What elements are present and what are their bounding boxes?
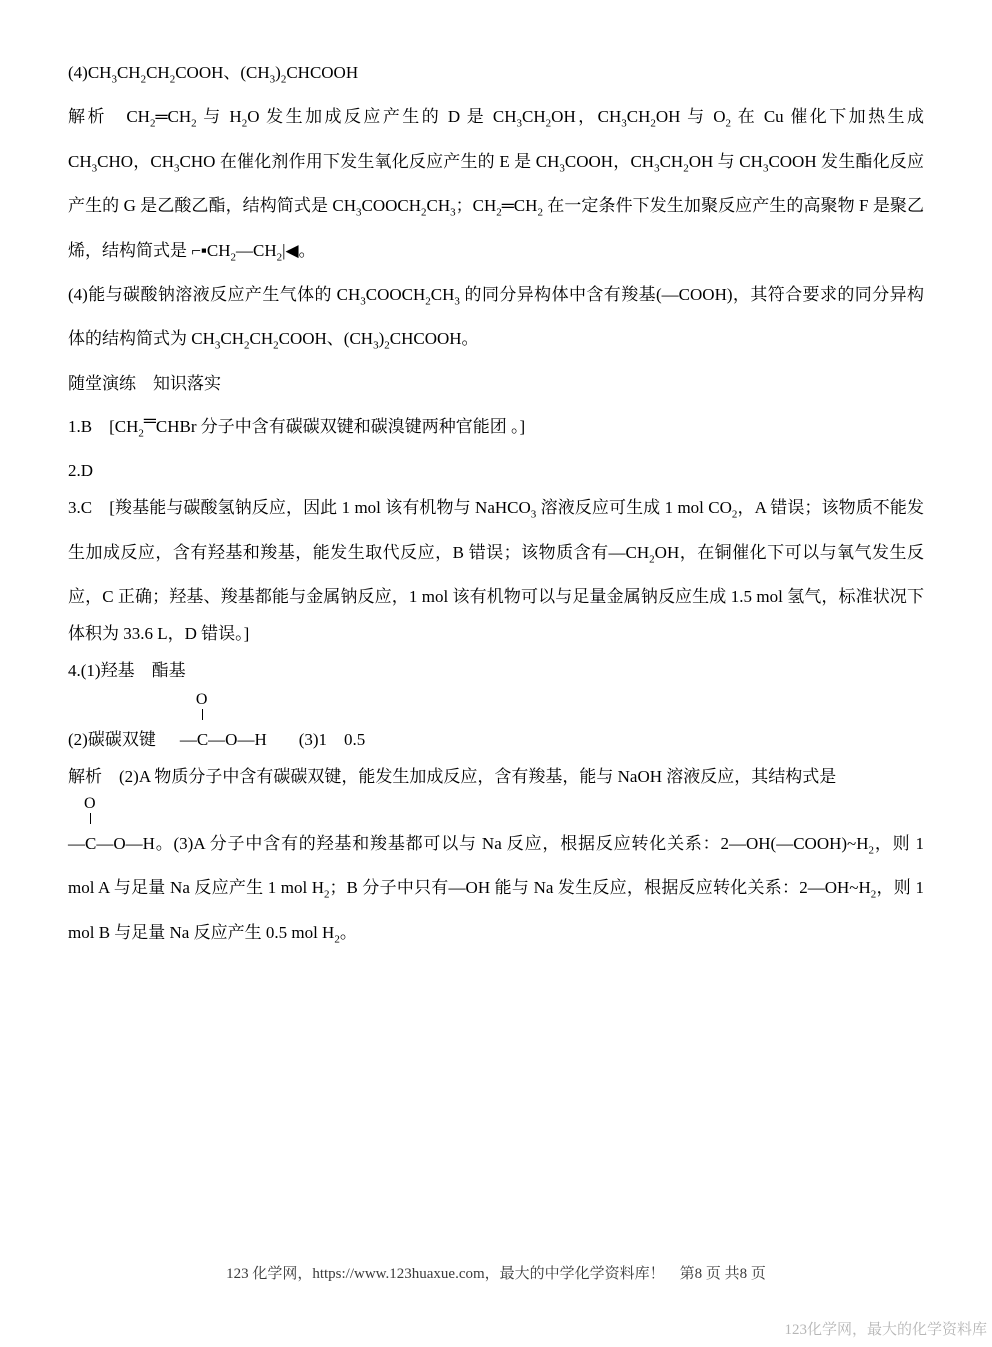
answer-line-q1: 1.B [$CH_2═CHBr$ 分子中含有碳碳双键和碳溴键两种官能团 。] [68, 410, 526, 440]
answer-paragraph-part4-explanation: (4)能与碳酸钠溶液反应产生气体的 $CH_3COOCH_2CH_3$ 的同分异构体中含有羧基(—COOH)，其符合要求的同分异构体的结构简式为 $CH_3CH_2CH_2COOH$、$(CH_3)_2CHCOOH$。 [68, 284, 925, 352]
carbonyl-oxygen-atom: O [84, 794, 96, 812]
analysis-paragraph-1: 解析 $CH_2═CH_2$ 与 $H_2O$ 发生加成反应产生的 D 是 $CH_3CH_2OH$，$CH_3CH_2OH$ 与 $O_2$ 在 Cu 催化下加热生成 $CH_3CHO$，$CH_3CHO$ 在催化剂作用下发生氧化反应产生的 E 是 $CH_3COOH$，$CH_3CH_2OH$ 与 $CH_3COOH$ 发生酯化反应产生的 G 是乙酸乙酯，结构简式是 $CH_3COOCH_2CH_3$；$CH_2═CH_2$ 在一定条件下发生加聚反应产生的高聚物 F 是聚乙烯，结构简式是 $⌐▪CH_2—CH_2|◀$。 [68, 107, 925, 263]
answer-line-part4-isomers: $(4)CH_3CH_2CH_2COOH$、$(CH_3)_2CHCOOH$ [68, 63, 359, 86]
answer-line-q2: 2.D [68, 461, 94, 481]
answer-label-part3: (3)1 0.5 [298, 729, 366, 749]
carboxyl-group-structure [68, 794, 155, 862]
site-watermark: 123化学网，最大的化学资料库 [784, 1322, 987, 1338]
analysis-paragraph-2-intro: 解析 (2)A 物质分子中含有碳碳双键，能发生加成反应，含有羧基，能与 NaOH 溶液反应，其结构式是 [68, 766, 837, 786]
answer-row-q4-part2-3 [68, 689, 924, 758]
carboxyl-chain-text: —C—O—H [68, 833, 155, 853]
carboxyl-chain-text: —C—O—H [179, 729, 267, 749]
carbonyl-oxygen-atom: O [195, 690, 208, 708]
analysis-paragraph-2-body [68, 795, 924, 958]
answer-paragraph-q3: 3.C [羧基能与碳酸氢钠反应，因此 1 mol 该有机物与 NaHCO$_3$ 溶液反应可生成 1 mol $CO_2$，A 错误；该物质不能发生加成反应，含有羟基和羧基，能发生取代反应，B 错误；该物质含有$—CH_2OH$，在铜催化下可以与氧气发生反应，C 正确；羟基、羧基都能与金属钠反应，1 mol 该有机物可以与足量金属钠反应生成 1.5 mol 氢气，标准状况下体积为 33.6 L，D 错误。] [68, 498, 924, 643]
answer-label-part2: (2)碳碳双键 [68, 729, 156, 749]
section-heading-classroom-practice: 随堂演练 知识落实 [68, 373, 221, 393]
double-bond-line [202, 709, 203, 720]
page-footer: 123 化学网，https://www.123huaxue.com，最大的中学化学资料库！ 第8 页 共8 页 [226, 1266, 766, 1282]
carboxyl-group-structure [179, 690, 267, 758]
double-bond-line [90, 813, 91, 824]
analysis-part3-text: 。(3)A 分子中含有的羟基和羧基都可以与 Na 反应，根据反应转化关系：$2—OH(—COOH)\sim H_2$，则 1 mol A 与足量 Na 反应产生 1 mol $H_2$；B 分子中只有—OH 能与 Na 发生反应，根据反应转化关系：$2—OH\sim H_2$，则 1 mol B 与足量 Na 反应产生 0.5 mol $H_2$。 [68, 833, 924, 946]
answer-line-q4-part1: 4.(1)羟基 酯基 [68, 660, 186, 680]
